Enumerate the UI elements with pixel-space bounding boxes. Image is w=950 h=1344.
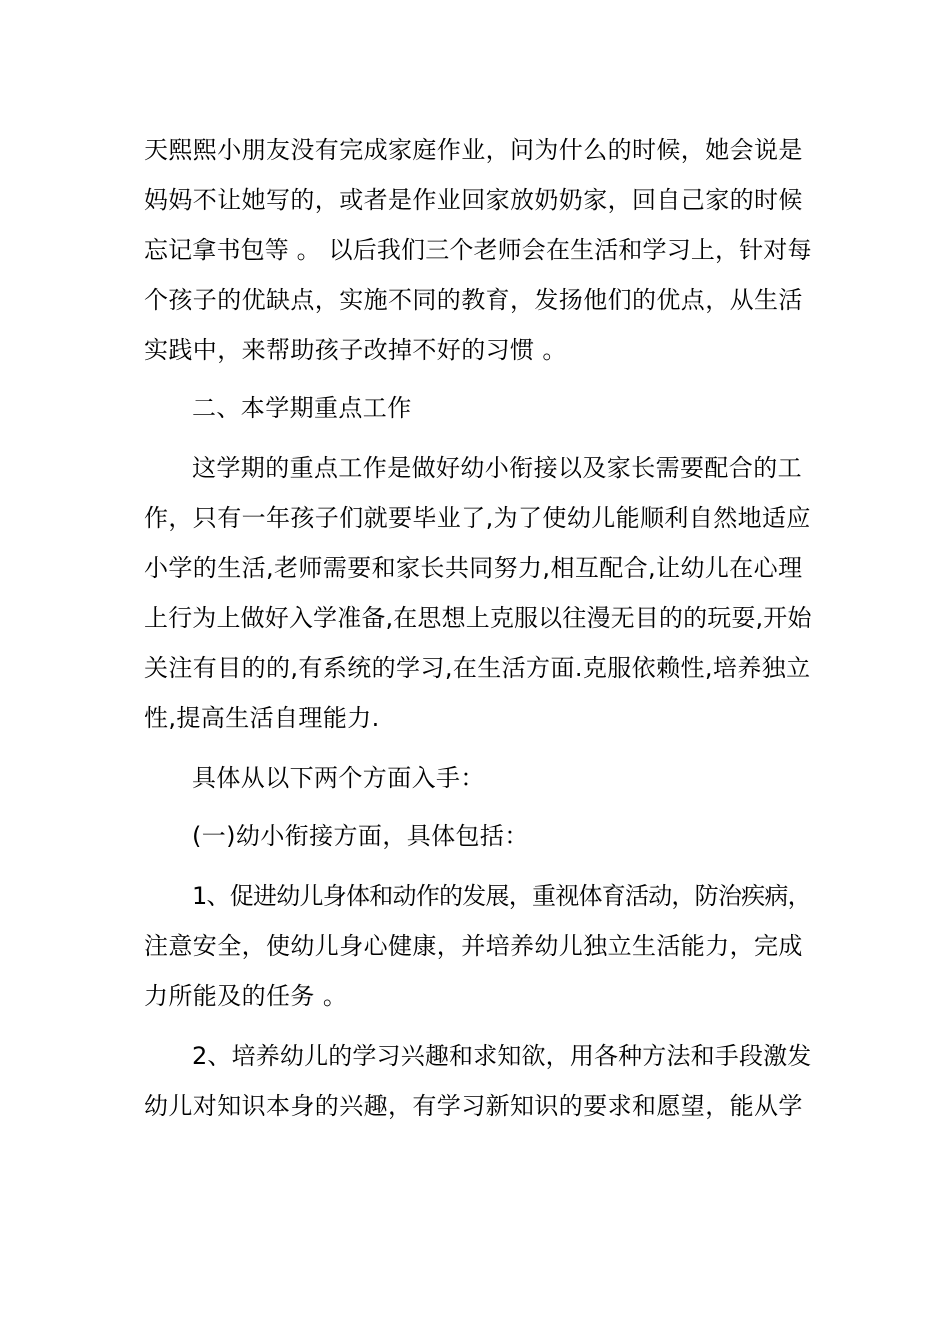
paragraph-2-line-1: 这学期的重点工作是做好幼小衔接以及家长需要配合的工 xyxy=(192,454,802,482)
list-item-2-line-2: 幼儿对知识本身的兴趣，有学习新知识的要求和愿望，能从学 xyxy=(144,1092,803,1120)
paragraph-1-line-1: 天熙熙小朋友没有完成家庭作业，问为什么的时候，她会说是 xyxy=(144,136,803,164)
paragraph-2-line-5: 关注有目的的,有系统的学习,在生活方面.克服依赖性,培养独立 xyxy=(144,654,811,682)
paragraph-2-line-4: 上行为上做好入学准备,在思想上克服以往漫无目的的玩耍,开始 xyxy=(144,604,812,632)
paragraph-1-line-2: 妈妈不让她写的，或者是作业回家放奶奶家，回自己家的时候 xyxy=(144,186,803,214)
paragraph-2-line-3: 小学的生活,老师需要和家长共同努力,相互配合,让幼儿在心理 xyxy=(144,554,803,582)
paragraph-3-line-1: 具体从以下两个方面入手： xyxy=(192,764,485,792)
list-item-2-line-1: 2、培养幼儿的学习兴趣和求知欲，用各种方法和手段激发 xyxy=(192,1042,812,1070)
paragraph-1-line-3: 忘记拿书包等 。 以后我们三个老师会在生活和学习上，针对每 xyxy=(144,236,812,264)
list-item-1-line-1: 1、促进幼儿身体和动作的发展，重视体育活动，防治疾病， xyxy=(192,882,811,910)
section-heading: 二、本学期重点工作 xyxy=(192,394,412,422)
list-item-1-line-3: 力所能及的任务 。 xyxy=(144,982,348,1010)
list-item-1-line-2: 注意安全，使幼儿身心健康，并培养幼儿独立生活能力，完成 xyxy=(144,932,803,960)
subsection-heading: (一)幼小衔接方面，具体包括： xyxy=(192,822,529,850)
paragraph-1-line-4: 个孩子的优缺点，实施不同的教育，发扬他们的优点，从生活 xyxy=(144,286,803,314)
paragraph-1-line-5: 实践中，来帮助孩子改掉不好的习惯 。 xyxy=(144,336,567,364)
paragraph-2-line-6: 性,提高生活自理能力. xyxy=(144,704,380,732)
paragraph-2-line-2: 作，只有一年孩子们就要毕业了,为了使幼儿能顺利自然地适应 xyxy=(144,504,811,532)
